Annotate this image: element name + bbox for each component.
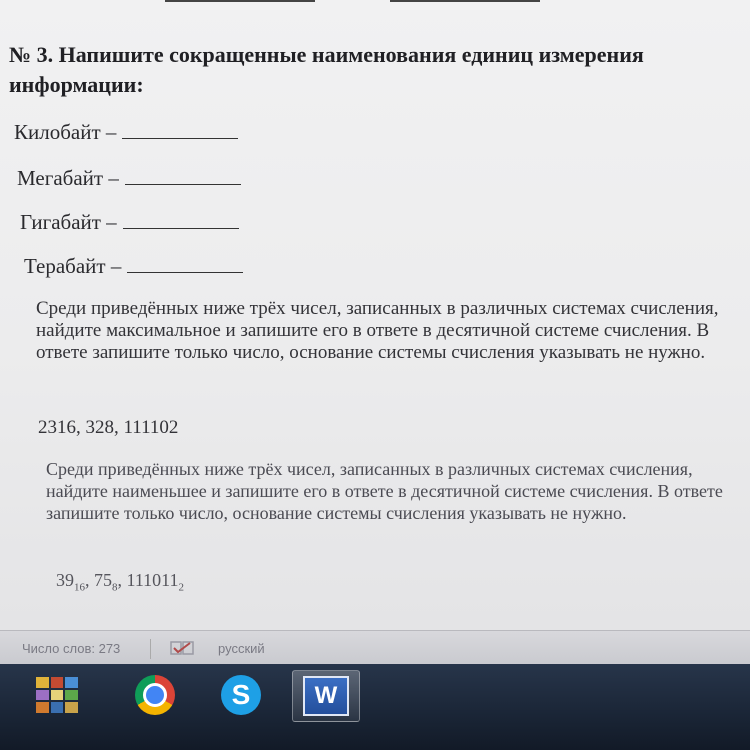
word-icon: W — [303, 676, 349, 716]
task1-text: Среди приведённых ниже трёх чисел, записанных в различных системах счисления, найдите максимальное и запишите его в ответе в десятичной системе счисления. В ответе запишите только число, основание системы счисления указывать не нужно. — [36, 298, 719, 363]
number-value: 111011 — [126, 570, 179, 590]
number-value: 39 — [56, 570, 74, 590]
unit-row-terabyte — [24, 254, 243, 279]
number-base: 8 — [112, 581, 118, 594]
language-indicator[interactable]: русский — [218, 641, 265, 656]
task2-text: Среди приведённых ниже трёх чисел, записанных в различных системах счисления, найдите наименьшее и запишите его в ответе в десятичной системе счисления. В ответе запишите только число, основание системы счисления указывать не нужно. — [46, 459, 723, 523]
unit-label: Терабайт – — [24, 254, 122, 278]
taskbar-chrome-button[interactable] — [122, 670, 188, 720]
unit-row-megabyte — [17, 166, 241, 191]
answer-blank — [122, 120, 238, 139]
answer-blank — [125, 166, 241, 185]
word-count[interactable]: Число слов: 273 — [22, 641, 121, 656]
unit-row-kilobyte — [14, 120, 238, 145]
number-base: 16 — [74, 581, 85, 594]
number-value: 75 — [94, 570, 112, 590]
unit-row-gigabyte — [20, 210, 239, 235]
book-check-icon[interactable] — [168, 639, 196, 657]
unit-label: Мегабайт – — [17, 166, 119, 190]
top-underline-left — [165, 0, 315, 2]
taskbar-libraries-button[interactable] — [24, 670, 90, 720]
top-underline-right — [390, 0, 540, 2]
task2-numbers: $39_{16}$, $75_8$, $111011_2$ — [56, 570, 184, 594]
number-base: 2 — [178, 581, 184, 594]
chrome-icon — [135, 675, 175, 715]
task-heading: № 3. Напишите сокращенные наименования единиц измерения информации: — [9, 42, 644, 97]
taskbar-word-button[interactable] — [292, 670, 360, 722]
taskbar-skype-button[interactable] — [208, 670, 274, 720]
unit-label: Килобайт – — [14, 120, 117, 144]
status-separator — [150, 639, 151, 659]
libraries-icon — [36, 677, 78, 713]
status-bar — [0, 630, 750, 665]
answer-blank — [127, 254, 243, 273]
task1-numbers: 2316, 328, 111102 — [38, 417, 179, 438]
unit-label: Гигабайт – — [20, 210, 117, 234]
skype-icon: S — [221, 675, 261, 715]
answer-blank — [123, 210, 239, 229]
taskbar — [0, 664, 750, 750]
